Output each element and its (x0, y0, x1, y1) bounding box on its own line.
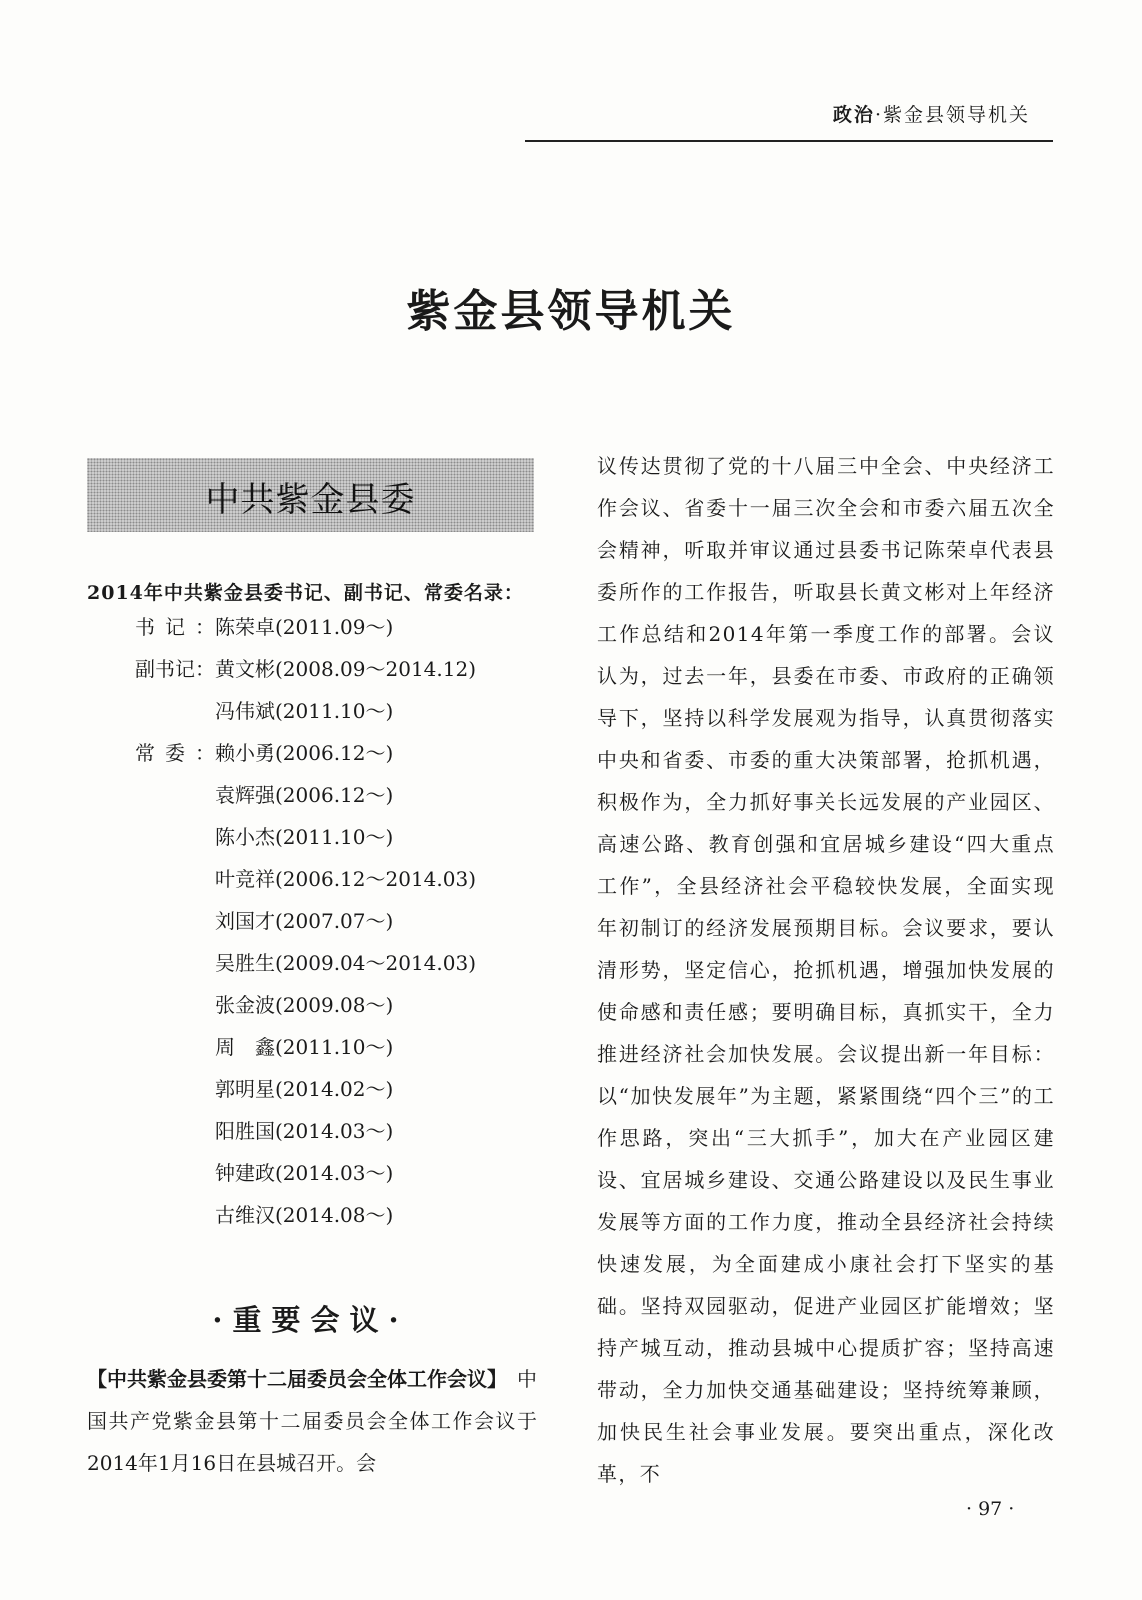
roster-name: 古维汉(2014.08～) (215, 1203, 394, 1227)
roster-name: 阳胜国(2014.03～) (215, 1119, 394, 1143)
running-header (700, 100, 1030, 127)
page-number: · 97 · (966, 1498, 1015, 1520)
roster-name: 张金波(2009.08～) (215, 993, 394, 1017)
roster-role: 副书记： (135, 657, 215, 681)
meeting-lead: 中国共产党紫金县第十二届委员会全体工作会议于2014年1月16日在县城召开。会 (87, 1367, 537, 1475)
roster-name: 黄文彬(2008.09～2014.12) (215, 657, 477, 681)
roster-name: 郭明星(2014.02～) (215, 1077, 394, 1101)
roster-name: 陈荣卓(2011.09～) (215, 615, 394, 639)
roster-entry (135, 1073, 393, 1102)
roster-entry (135, 611, 393, 640)
roster-heading: 2014年中共紫金县委书记、副书记、常委名录： (87, 582, 524, 604)
roster-entry (135, 863, 476, 892)
roster-entry (135, 905, 393, 934)
roster-entry (135, 779, 393, 808)
roster-name: 刘国才(2007.07～) (215, 909, 394, 933)
meeting-entry (87, 1358, 537, 1484)
header-rule (525, 140, 1053, 142)
roster-name: 周 鑫(2011.10～) (215, 1035, 394, 1059)
meeting-title: 【中共紫金县委第十二届委员会全体工作会议】 (87, 1367, 497, 1391)
roster-entry (135, 653, 476, 682)
roster-entry (135, 737, 393, 766)
roster-name: 冯伟斌(2011.10～) (215, 699, 394, 723)
roster-entry (135, 1199, 393, 1228)
header-separator: · (874, 104, 883, 126)
header-subsection: 紫金县领导机关 (882, 104, 1030, 126)
roster-entry (135, 821, 393, 850)
roster-name: 赖小勇(2006.12～) (215, 741, 394, 765)
roster-name: 袁辉强(2006.12～) (215, 783, 394, 807)
roster-entry (135, 1157, 393, 1186)
section-title: ·重要会议· (212, 1303, 409, 1337)
roster-entry (135, 947, 476, 976)
roster-role: 书记： (135, 615, 215, 639)
roster-name: 钟建政(2014.03～) (215, 1161, 394, 1185)
banner-title: 中共紫金县委 (205, 480, 416, 520)
roster-entry (135, 989, 393, 1018)
page-title: 紫金县领导机关 (406, 286, 736, 337)
section-banner (87, 458, 534, 532)
roster-entry (135, 1031, 393, 1060)
roster-name: 吴胜生(2009.04～2014.03) (215, 951, 477, 975)
roster-name: 陈小杰(2011.10～) (215, 825, 394, 849)
roster-role: 常委： (135, 741, 215, 765)
header-section: 政治 (832, 104, 875, 126)
roster-name: 叶竞祥(2006.12～2014.03) (215, 867, 477, 891)
roster-entry (135, 1115, 393, 1144)
roster-entry (135, 695, 393, 724)
right-column-text: 议传达贯彻了党的十八届三中全会、中央经济工作会议、省委十一届三次全会和市委六届五次全会精神，听取并审议通过县委书记陈荣卓代表县委所作的工作报告，听取县长黄文彬对上年经济工作总结和2014年第一季度工作的部署。会议认为，过去一年，县委在市委、市政府的正确领导下，坚持以科学发展观为指导，认真贯彻落实中央和省委、市委的重大决策部署，抢抓机遇，积极作为，全力抓好事关长远发展的产业园区、高速公路、教育创强和宜居城乡建设“四大重点工作”，全县经济社会平稳较快发展，全面实现年初制订的经济发展预期目标。会议要求，要认清形势，坚定信心，抢抓机遇，增强加快发展的使命感和责任感；要明确目标，真抓实干，全力推进经济社会加快发展。会议提出新一年目标：以“加快发展年”为主题，紧紧围绕“四个三”的工作思路，突出“三大抓手”，加大在产业园区建设、宜居城乡建设、交通公路建设以及民生事业发展等方面的工作力度，推动全县经济社会持续快速发展，为全面建成小康社会打下坚实的基础。坚持双园驱动，促进产业园区扩能增效；坚持产城互动，推动县城中心提质扩容；坚持高速带动，全力加快交通基础建设；坚持统筹兼顾，加快民生社会事业发展。要突出重点，深化改革，不 (597, 454, 1055, 1486)
